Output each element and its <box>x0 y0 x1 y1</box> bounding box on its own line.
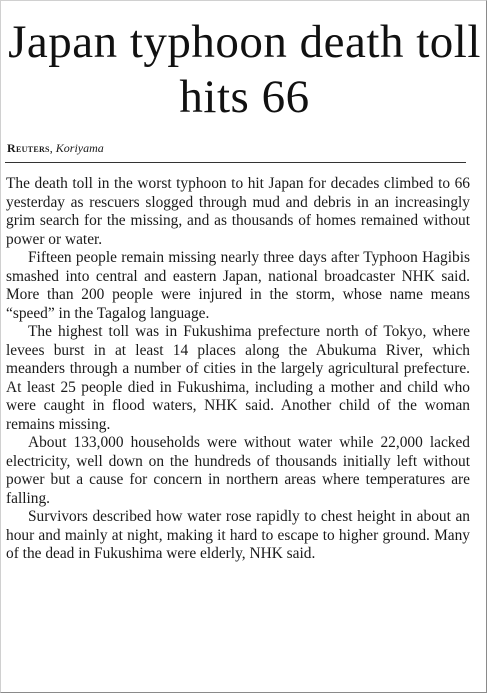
article-paragraph-5: Survivors described how water rose rapidly to chest height in about an hour and mainly at night, making it hard to escape to higher ground. Many of the dead in Fukushima were elderly, NHK said. <box>6 508 470 562</box>
article-paragraph-3: The highest toll was in Fukushima prefecture north of Tokyo, where levees burst in at least 14 places along the Abukuma River, which meanders through a number of cities in the largely agricultural prefecture. At least 25 people died in Fukushima, including a mother and child who were caught in flood waters, NHK said. Another child of the woman remains missing. <box>6 323 470 433</box>
article-paragraph-1: The death toll in the worst typhoon to hit Japan for decades climbed to 66 yesterday as rescuers slogged through mud and debris in an increasingly grim search for the missing, and as thousands of homes remained without power or water. <box>6 175 470 248</box>
article-paragraph-2: Fifteen people remain missing nearly three days after Typhoon Hagibis smashed into central and eastern Japan, national broadcaster NHK said. More than 200 people were injured in the storm, whose name means “speed” in the Tagalog language. <box>6 249 470 322</box>
byline-divider <box>5 162 466 163</box>
byline <box>7 141 104 155</box>
byline-separator: , <box>49 141 56 155</box>
byline-location: Koriyama <box>55 141 104 155</box>
article-body <box>6 175 470 564</box>
article-paragraph-4: About 133,000 households were without water while 22,000 lacked electricity, well down on the hundreds of thousands initially left without power but a cause for concern in northern areas where temperatures are falling. <box>6 434 470 507</box>
headline: Japan typhoon death toll hits 66 <box>8 16 481 123</box>
byline-agency: Reuters <box>7 141 50 155</box>
